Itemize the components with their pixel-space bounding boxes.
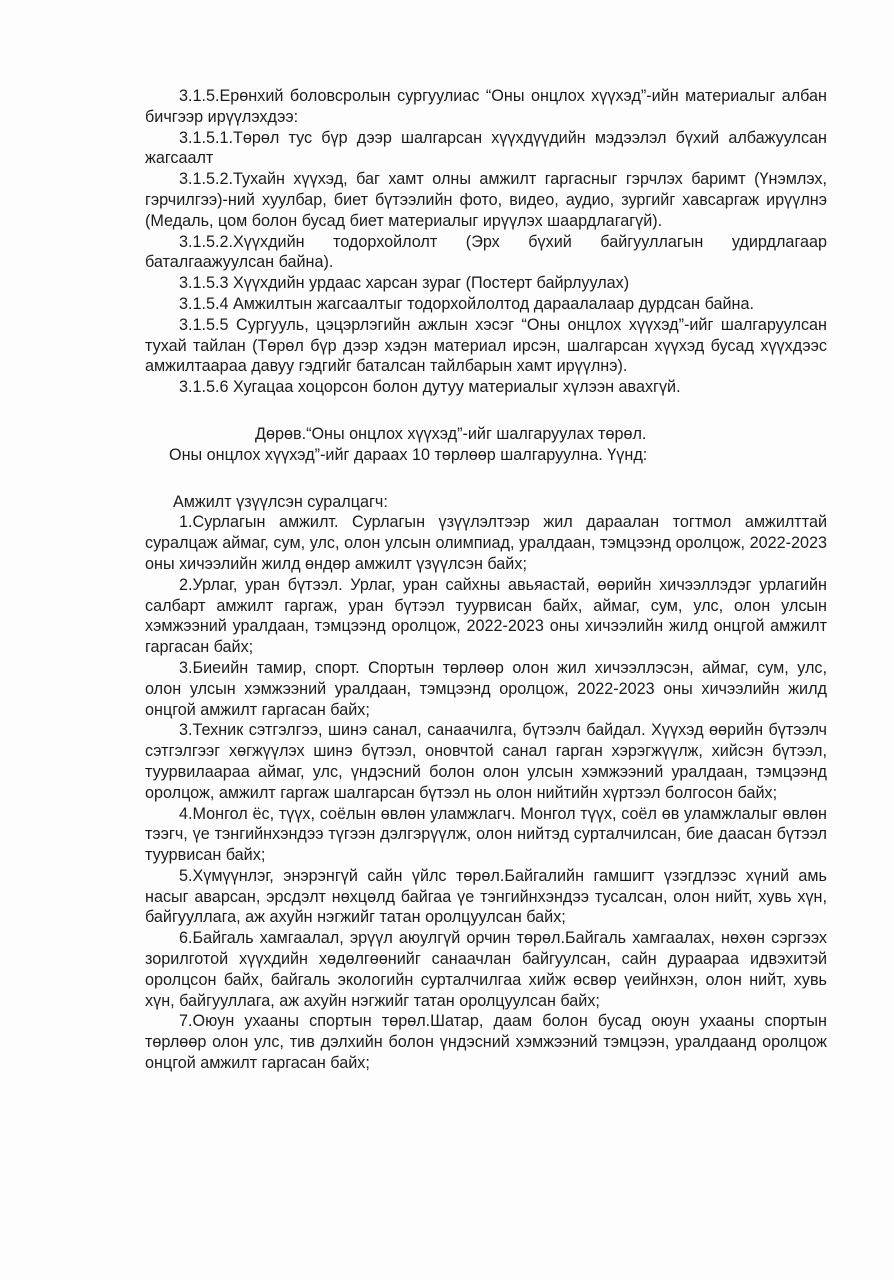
paragraph-3-1-5: 3.1.5.Ерөнхий боловсролын сургуулиас “Оны онцлох хүүхэд”-ийн материалыг албан бичгээр ирүүлэхдээ: <box>145 87 827 126</box>
category-item: 5.Хүмүүнлэг, энэрэнгүй сайн үйлс төрөл.Байгалийн гамшигт үзэгдлээс хүний амь насыг аварсан, эрсдэлт нөхцөлд байгаа үе тэнгийнхэндээ тусалсан, олон нийт, хувь хүн, байгууллага, аж ахуйн нэгжийг татан оролцуулсан байх; <box>145 866 827 927</box>
category-item: 1.Сурлагын амжилт. Сурлагын үзүүлэлтээр жил дараалан тогтмол амжилттай суралцаж аймаг, сум, улс, олон улсын олимпиад, уралдаан, тэмцээнд оролцож, 2022-2023 оны хичээлийн жилд өндөр амжилт үзүүлсэн байх; <box>145 513 827 573</box>
document-body <box>145 86 827 1074</box>
section-title: Дөрөв.“Оны онцлох хүүхэд”-ийг шалгаруулах төрөл. <box>255 424 647 443</box>
paragraph-3-1-5-6: 3.1.5.6 Хугацаа хоцорсон болон дутуу материалыг хүлээн авахгүй. <box>179 378 681 397</box>
category-item: 3.Биеийн тамир, спорт. Спортын төрлөөр олон жил хичээллэсэн, аймаг, сум, улс, олон улсын хэмжээний уралдаан, тэмцээнд оролцож, 2022-2023 оны хичээлийн жилд онцгой амжилт гаргасан байх; <box>145 658 827 719</box>
subheading: Амжилт үзүүлсэн суралцагч: <box>173 492 388 511</box>
category-item: 7.Оюун ухааны спортын төрөл.Шатар, даам болон бусад оюун ухааны спортын төрлөөр олон улс, тив дэлхийн болон үндэсний хэмжээний тэмцээн, уралдаанд оролцож онцгой амжилт гаргасан байх; <box>145 1012 827 1073</box>
paragraph-3-1-5-2: 3.1.5.2.Тухайн хүүхэд, баг хамт олны амжилт гаргасныг гэрчлэх баримт (Үнэмлэх, гэрчилгээ)-ний хуулбар, биет бүтээлийн фото, видео, аудио, зургийг хавсаргаж ирүүлнэ (Медаль, цом болон бусад биет материалыг ирүүлэх шаардлагагүй). <box>145 170 827 230</box>
paragraph-3-1-5-3: 3.1.5.3 Хүүхдийн урдаас харсан зураг (Постерт байрлуулах) <box>179 274 630 293</box>
category-item: 4.Монгол ёс, түүх, соёлын өвлөн уламжлагч. Монгол түүх, соёл өв уламжлалыг өвлөн тээгч, үе тэнгийнхэндээ түгээн дэлгэрүүлж, олон нийтэд сурталчилсан, бие даасан бүтээл туурвисан байх; <box>145 804 827 865</box>
paragraph-3-1-5-4: 3.1.5.4 Амжилтын жагсаалтыг тодорхойлолтод дараалалаар дурдсан байна. <box>179 294 754 313</box>
category-item: 2.Урлаг, уран бүтээл. Урлаг, уран сайхны авьяастай, өөрийн хичээллэдэг урлагийн салбарт амжилт гаргаж, уран бүтээл туурвисан байх, аймаг, сум, улс, олон улсын хэмжээний уралдаан, тэмцээнд оролцож, 2022-2023 оны хичээлийн жилд онцгой амжилт гаргасан байх; <box>145 575 827 657</box>
paragraph-3-1-5-1: 3.1.5.1.Төрөл тус бүр дээр шалгарсан хүүхдүүдийн мэдээлэл бүхий албажуулсан жагсаалт <box>145 128 827 168</box>
section-intro: Оны онцлох хүүхэд”-ийг дараах 10 төрлөөр шалгаруулна. Үүнд: <box>169 445 648 464</box>
category-item: 3.Техник сэтгэлгээ, шинэ санал, санаачилга, бүтээлч байдал. Хүүхэд өөрийн бүтээлч сэтгэлгээг хөгжүүлэх шинэ бүтээл, оновчтой санал гарган хэрэгжүүлж, хийсэн бүтээл, туурвилаараа аймаг, улс, үндэсний болон олон улсын хэмжээний уралдаан, тэмцээнд оролцож, амжилт гаргаж шалгарсан бүтээл нь олон нийтийн хүртээл болгосон байх; <box>145 721 827 802</box>
paragraph-3-1-5-5: 3.1.5.5 Сургууль, цэцэрлэгийн ажлын хэсэг “Оны онцлох хүүхэд”-ийг шалгаруулсан тухай тайлан (Төрөл бүр дээр хэдэн материал ирсэн, шалгарсан хүүхэд бусад хүүхдээс амжилтаараа давуу гэдгийг баталсан тайлбарын хамт ирүүлнэ). <box>145 315 827 376</box>
category-item: 6.Байгаль хамгаалал, эрүүл аюулгүй орчин төрөл.Байгаль хамгаалах, нөхөн сэргээх зорилготой хүүхдийн хөдөлгөөнийг санаачлан байгуулсан, сайн дураараа идвэхитэй оролцсон байх, байгаль экологийн сурталчилгаа хийж өсвөр үеийнхэн, олон нийт, хувь хүн, байгууллага, аж ахуйн нэгжийг татан оролцуулсан байх; <box>145 929 827 1010</box>
paragraph-3-1-5-2b: 3.1.5.2.Хүүхдийн тодорхойлолт (Эрх бүхий байгууллагын удирдлагаар баталгаажуулсан байна). <box>145 232 827 272</box>
